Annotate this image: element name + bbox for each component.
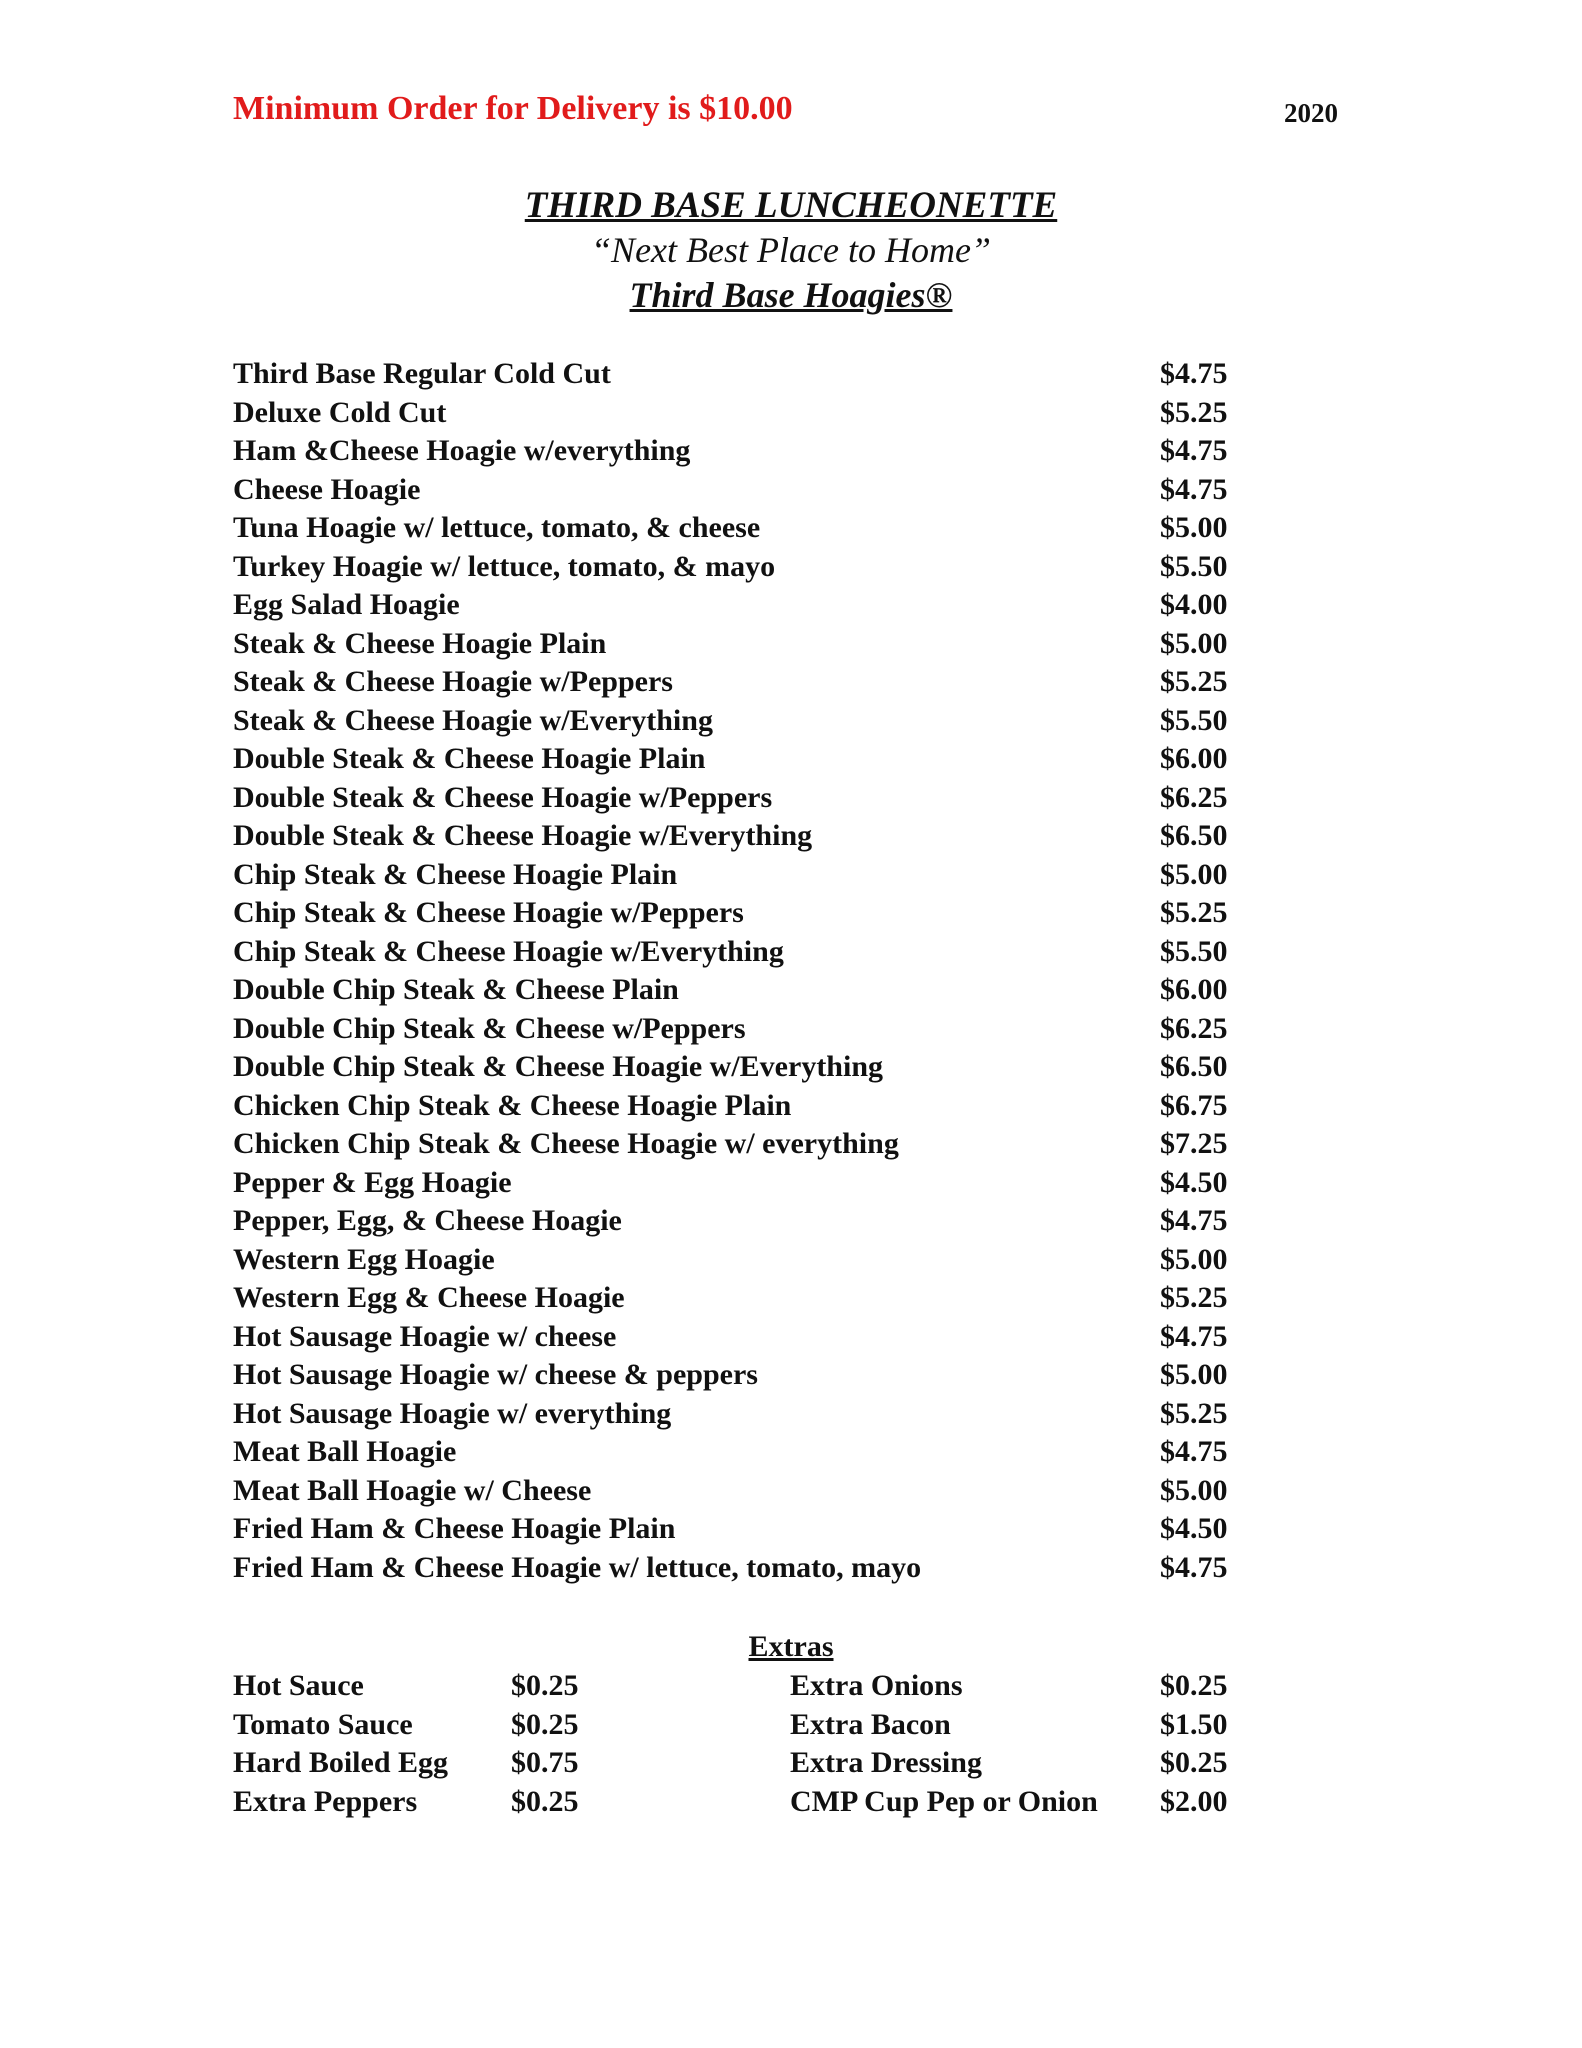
menu-item-name: Hot Sausage Hoagie w/ cheese & peppers — [233, 1358, 758, 1391]
extra-item-price: $0.75 — [511, 1746, 579, 1779]
menu-item — [233, 1549, 1243, 1588]
menu-item-price: $6.25 — [1160, 780, 1228, 814]
menu-item-price: $5.25 — [1160, 395, 1228, 429]
menu-item — [233, 894, 1243, 933]
menu-item-price: $4.75 — [1160, 1204, 1228, 1237]
menu-item-price: $5.00 — [1160, 1358, 1228, 1391]
menu-item — [233, 1241, 1243, 1280]
extra-item-name: Extra Bacon — [790, 1707, 951, 1741]
extra-item-price: $0.25 — [1160, 1746, 1228, 1779]
menu-item-name: Ham &Cheese Hoagie w/everything — [233, 434, 691, 467]
menu-item-name: Chicken Chip Steak & Cheese Hoagie Plain — [233, 1088, 792, 1122]
menu-item-name: Pepper, Egg, & Cheese Hoagie — [233, 1204, 622, 1237]
menu-item — [233, 586, 1243, 625]
menu-item-price: $4.00 — [1160, 588, 1228, 621]
menu-item-price: $5.00 — [1160, 1242, 1228, 1276]
extra-item-price: $1.50 — [1160, 1707, 1228, 1741]
menu-item-price: $4.50 — [1160, 1512, 1228, 1545]
extra-item-price: $0.25 — [511, 1707, 579, 1741]
menu-item — [233, 663, 1243, 702]
restaurant-name: THIRD BASE LUNCHEONETTE — [524, 185, 1058, 226]
menu-item-name: Chip Steak & Cheese Hoagie w/Everything — [233, 934, 784, 968]
menu-item-price: $7.25 — [1160, 1127, 1228, 1160]
menu-item-price: $6.50 — [1160, 819, 1228, 852]
menu-item — [233, 1125, 1243, 1164]
menu-item-price: $4.75 — [1160, 357, 1228, 390]
menu-item-price: $5.00 — [1160, 626, 1228, 660]
extra-item-name: Extra Onions — [790, 1669, 963, 1702]
menu-item — [233, 1087, 1243, 1126]
menu-item — [233, 1356, 1243, 1395]
menu-item — [233, 971, 1243, 1010]
menu-item-name: Steak & Cheese Hoagie w/Everything — [233, 703, 713, 737]
menu-item-name: Double Steak & Cheese Hoagie Plain — [233, 742, 706, 775]
menu-item-name: Double Chip Steak & Cheese Plain — [233, 973, 679, 1006]
menu-item-price: $5.25 — [1160, 1281, 1228, 1314]
delivery-minimum-notice: Minimum Order for Delivery is $10.00 — [233, 90, 793, 127]
extra-item-name: CMP Cup Pep or Onion — [790, 1784, 1098, 1818]
menu-item-name: Deluxe Cold Cut — [233, 395, 447, 429]
menu-item-name: Third Base Regular Cold Cut — [233, 357, 611, 390]
menu-year: 2020 — [1284, 98, 1338, 128]
menu-item-name: Chip Steak & Cheese Hoagie w/Peppers — [233, 896, 744, 929]
menu-item-name: Fried Ham & Cheese Hoagie Plain — [233, 1512, 676, 1545]
menu-item-price: $4.50 — [1160, 1165, 1228, 1199]
menu-item — [233, 625, 1243, 664]
menu-item-price: $4.75 — [1160, 434, 1228, 467]
menu-item-name: Tuna Hoagie w/ lettuce, tomato, & cheese — [233, 511, 761, 544]
extra-item-price: $0.25 — [511, 1784, 579, 1818]
extra-item-name: Extra Peppers — [233, 1784, 418, 1818]
menu-item-name: Steak & Cheese Hoagie Plain — [233, 626, 607, 660]
menu-item — [233, 1395, 1243, 1434]
menu-item — [233, 1048, 1243, 1087]
menu-item-name: Pepper & Egg Hoagie — [233, 1165, 512, 1199]
menu-item-name: Fried Ham & Cheese Hoagie w/ lettuce, tomato, mayo — [233, 1550, 922, 1584]
menu-item — [233, 548, 1243, 587]
menu-item — [233, 1202, 1243, 1241]
hoagie-menu-list — [233, 355, 1243, 1587]
menu-item-price: $6.00 — [1160, 973, 1228, 1006]
menu-item-price: $5.50 — [1160, 934, 1228, 968]
extras-title: Extras — [748, 1630, 834, 1663]
menu-item — [233, 856, 1243, 895]
menu-item — [233, 355, 1243, 394]
menu-item-name: Double Chip Steak & Cheese w/Peppers — [233, 1011, 746, 1045]
menu-item — [233, 471, 1243, 510]
menu-item-price: $5.50 — [1160, 703, 1228, 737]
menu-item-price: $6.75 — [1160, 1088, 1228, 1122]
menu-item-name: Hot Sausage Hoagie w/ everything — [233, 1396, 672, 1430]
menu-item-name: Turkey Hoagie w/ lettuce, tomato, & mayo — [233, 549, 776, 583]
menu-item — [233, 702, 1243, 741]
menu-item-name: Cheese Hoagie — [233, 472, 421, 506]
menu-item-price: $5.50 — [1160, 549, 1228, 583]
menu-item-name: Chip Steak & Cheese Hoagie Plain — [233, 857, 678, 891]
menu-item — [233, 779, 1243, 818]
menu-item-name: Double Steak & Cheese Hoagie w/Peppers — [233, 780, 773, 814]
menu-item — [233, 432, 1243, 471]
menu-item-name: Meat Ball Hoagie — [233, 1435, 457, 1468]
menu-item-price: $5.25 — [1160, 1396, 1228, 1430]
menu-item — [233, 1279, 1243, 1318]
menu-item — [233, 394, 1243, 433]
menu-item — [233, 933, 1243, 972]
extra-item-name: Extra Dressing — [790, 1746, 982, 1779]
extra-item-name: Tomato Sauce — [233, 1707, 413, 1741]
menu-item-price: $6.25 — [1160, 1011, 1228, 1045]
menu-item-price: $5.00 — [1160, 857, 1228, 891]
menu-item-price: $4.75 — [1160, 1550, 1228, 1584]
menu-item-name: Double Chip Steak & Cheese Hoagie w/Everything — [233, 1050, 884, 1083]
menu-item-price: $4.75 — [1160, 472, 1228, 506]
menu-item — [233, 1433, 1243, 1472]
menu-item-name: Meat Ball Hoagie w/ Cheese — [233, 1473, 592, 1507]
restaurant-tagline: “Next Best Place to Home” — [591, 230, 991, 270]
menu-item-price: $5.00 — [1160, 511, 1228, 544]
menu-item-price: $5.25 — [1160, 896, 1228, 929]
section-title: Third Base Hoagies® — [629, 275, 953, 315]
menu-item — [233, 817, 1243, 856]
menu-item-name: Steak & Cheese Hoagie w/Peppers — [233, 665, 673, 698]
menu-item-name: Double Steak & Cheese Hoagie w/Everything — [233, 819, 813, 852]
menu-item — [233, 740, 1243, 779]
menu-item — [233, 1164, 1243, 1203]
menu-header — [0, 184, 1582, 318]
menu-item — [233, 509, 1243, 548]
menu-item — [233, 1510, 1243, 1549]
extra-item-price: $0.25 — [511, 1669, 579, 1702]
menu-item-price: $4.75 — [1160, 1435, 1228, 1468]
extra-item-name: Hard Boiled Egg — [233, 1746, 449, 1779]
menu-item-name: Hot Sausage Hoagie w/ cheese — [233, 1319, 617, 1353]
menu-item-name: Western Egg & Cheese Hoagie — [233, 1281, 625, 1314]
menu-item-name: Western Egg Hoagie — [233, 1242, 495, 1276]
menu-item-price: $6.00 — [1160, 742, 1228, 775]
menu-item-name: Chicken Chip Steak & Cheese Hoagie w/ everything — [233, 1127, 899, 1160]
menu-item-price: $5.25 — [1160, 665, 1228, 698]
menu-item-name: Egg Salad Hoagie — [233, 588, 460, 621]
menu-item-price: $4.75 — [1160, 1319, 1228, 1353]
menu-item-price: $6.50 — [1160, 1050, 1228, 1083]
extra-item-name: Hot Sauce — [233, 1669, 364, 1702]
menu-item — [233, 1318, 1243, 1357]
extra-item-price: $0.25 — [1160, 1669, 1228, 1702]
menu-item — [233, 1472, 1243, 1511]
menu-item-price: $5.00 — [1160, 1473, 1228, 1507]
extra-item-price: $2.00 — [1160, 1784, 1228, 1818]
menu-item — [233, 1010, 1243, 1049]
